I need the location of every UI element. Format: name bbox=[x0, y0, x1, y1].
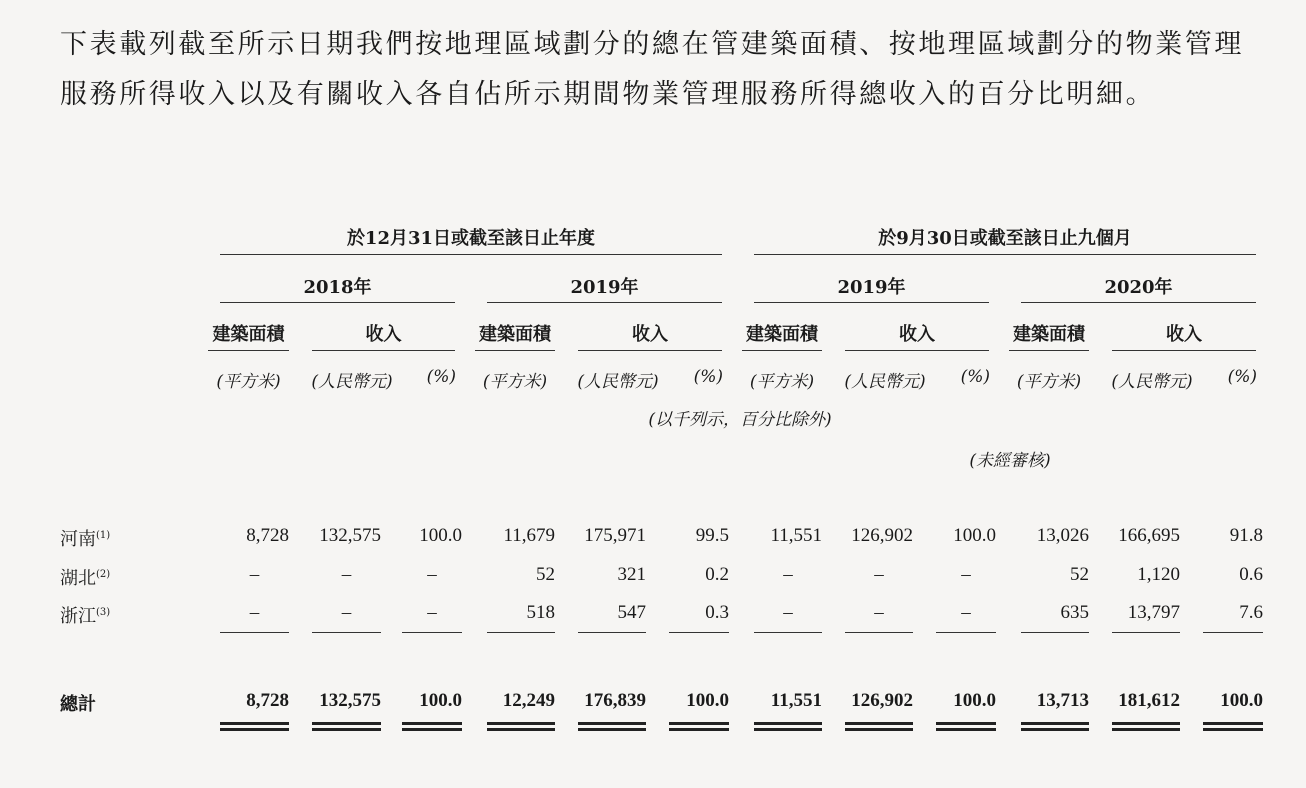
unit-sqm: (平方米) bbox=[482, 372, 548, 392]
cell-value: – bbox=[249, 564, 260, 585]
unit-sqm: (平方米) bbox=[216, 372, 281, 392]
year-header: 2020年 bbox=[1104, 277, 1173, 298]
revenue-header-rule bbox=[1112, 350, 1256, 351]
cell-value: 175,971 bbox=[584, 525, 646, 546]
subtotal-rule bbox=[1203, 632, 1263, 633]
row-label bbox=[60, 525, 110, 551]
year-header-rule bbox=[754, 302, 989, 303]
gfa-header-rule bbox=[208, 350, 289, 351]
total-double-rule bbox=[312, 722, 381, 731]
cell-value: 91.8 bbox=[1229, 525, 1263, 546]
group-header-calendar-year: 於12月31日或截至該日止年度 bbox=[346, 228, 596, 249]
cell-value: 0.2 bbox=[705, 564, 729, 585]
cell-value: – bbox=[341, 602, 352, 623]
row-label-text: 浙江 bbox=[60, 606, 96, 627]
cell-value: 11,679 bbox=[503, 525, 555, 546]
cell-value: 518 bbox=[526, 602, 555, 623]
cell-value: 126,902 bbox=[851, 525, 913, 546]
revenue-header-rule bbox=[312, 350, 455, 351]
cell-value: 166,695 bbox=[1118, 525, 1180, 546]
total-double-rule bbox=[487, 722, 555, 731]
total-value: 8,728 bbox=[246, 690, 289, 711]
subtotal-rule bbox=[578, 632, 646, 633]
cell-value: 635 bbox=[1060, 602, 1089, 623]
cell-value: 0.6 bbox=[1239, 564, 1263, 585]
group-header-rule bbox=[754, 254, 1256, 255]
total-double-rule bbox=[1112, 722, 1180, 731]
subtotal-rule bbox=[220, 632, 289, 633]
total-double-rule bbox=[402, 722, 462, 731]
row-label-text: 湖北 bbox=[60, 568, 96, 589]
year-header-rule bbox=[1021, 302, 1256, 303]
year-header: 2019年 bbox=[837, 277, 906, 298]
total-value: 176,839 bbox=[584, 690, 646, 711]
total-value: 100.0 bbox=[1220, 690, 1263, 711]
footnote-marker: (3) bbox=[96, 607, 111, 618]
cell-value: – bbox=[783, 564, 793, 585]
cell-value: 99.5 bbox=[695, 525, 729, 546]
cell-value: 547 bbox=[617, 602, 646, 623]
cell-value: 13,797 bbox=[1127, 602, 1180, 623]
total-value: 12,249 bbox=[502, 690, 555, 711]
unit-rmb: (人民幣元) bbox=[844, 372, 926, 392]
total-double-rule bbox=[936, 722, 996, 731]
gfa-header-rule bbox=[742, 350, 822, 351]
row-label bbox=[60, 564, 110, 590]
subtotal-rule bbox=[487, 632, 555, 633]
unit-rmb: (人民幣元) bbox=[1111, 372, 1193, 392]
cell-value: – bbox=[249, 602, 260, 623]
year-header: 2018年 bbox=[303, 277, 372, 298]
revenue-header: 收入 bbox=[632, 324, 668, 345]
cell-value: – bbox=[783, 602, 793, 623]
unit-sqm: (平方米) bbox=[1016, 372, 1082, 392]
unit-note: (以千列示，百分比除外) bbox=[648, 410, 832, 430]
cell-value: 100.0 bbox=[419, 525, 462, 546]
cell-value: – bbox=[427, 602, 437, 623]
cell-value: – bbox=[961, 602, 971, 623]
revenue-header: 收入 bbox=[899, 324, 935, 345]
gfa-header: 建築面積 bbox=[479, 324, 551, 345]
total-value: 100.0 bbox=[953, 690, 996, 711]
unit-percent: (%) bbox=[693, 367, 723, 387]
gfa-header-rule bbox=[475, 350, 555, 351]
gfa-header: 建築面積 bbox=[212, 324, 285, 345]
cell-value: 52 bbox=[1070, 564, 1089, 585]
gfa-header: 建築面積 bbox=[1013, 324, 1085, 345]
cell-value: 132,575 bbox=[319, 525, 381, 546]
year-header-rule bbox=[487, 302, 722, 303]
cell-value: 13,026 bbox=[1036, 525, 1089, 546]
unit-percent: (%) bbox=[1227, 367, 1257, 387]
gfa-header-rule bbox=[1009, 350, 1089, 351]
total-value: 11,551 bbox=[770, 690, 822, 711]
total-value: 100.0 bbox=[419, 690, 462, 711]
cell-value: 1,120 bbox=[1137, 564, 1180, 585]
subtotal-rule bbox=[669, 632, 729, 633]
total-double-rule bbox=[1021, 722, 1089, 731]
subtotal-rule bbox=[936, 632, 996, 633]
unit-rmb: (人民幣元) bbox=[311, 372, 393, 392]
audit-note: (未經審核) bbox=[969, 451, 1051, 471]
total-double-rule bbox=[845, 722, 913, 731]
cell-value: – bbox=[341, 564, 352, 585]
cell-value: – bbox=[961, 564, 971, 585]
subtotal-rule bbox=[1112, 632, 1180, 633]
cell-value: 7.6 bbox=[1239, 602, 1263, 623]
cell-value: – bbox=[874, 564, 884, 585]
total-value: 100.0 bbox=[686, 690, 729, 711]
cell-value: 0.3 bbox=[705, 602, 729, 623]
subtotal-rule bbox=[312, 632, 381, 633]
group-header-nine-months: 於9月30日或截至該日止九個月 bbox=[878, 228, 1132, 249]
revenue-header: 收入 bbox=[365, 324, 402, 345]
cell-value: 100.0 bbox=[953, 525, 996, 546]
cell-value: – bbox=[427, 564, 437, 585]
subtotal-rule bbox=[754, 632, 822, 633]
group-header-rule bbox=[220, 254, 722, 255]
total-value: 126,902 bbox=[851, 690, 913, 711]
row-label-text: 河南 bbox=[60, 529, 96, 550]
total-double-rule bbox=[220, 722, 289, 731]
cell-value: 52 bbox=[536, 564, 555, 585]
total-double-rule bbox=[669, 722, 729, 731]
total-label: 總計 bbox=[60, 694, 96, 715]
year-header-rule bbox=[220, 302, 455, 303]
total-value: 181,612 bbox=[1118, 690, 1180, 711]
unit-rmb: (人民幣元) bbox=[577, 372, 659, 392]
subtotal-rule bbox=[845, 632, 913, 633]
total-double-rule bbox=[1203, 722, 1263, 731]
unit-sqm: (平方米) bbox=[749, 372, 815, 392]
cell-value: 8,728 bbox=[246, 525, 289, 546]
cell-value: 11,551 bbox=[770, 525, 822, 546]
row-label bbox=[60, 602, 110, 628]
total-double-rule bbox=[578, 722, 646, 731]
total-value: 132,575 bbox=[319, 690, 381, 711]
cell-value: 321 bbox=[617, 564, 646, 585]
unit-percent: (%) bbox=[426, 367, 456, 387]
subtotal-rule bbox=[402, 632, 462, 633]
intro-paragraph: 下表載列截至所示日期我們按地理區域劃分的總在管建築面積、按地理區域劃分的物業管理服務所得收入以及有關收入各自佔所示期間物業管理服務所得總收入的百分比明細。 bbox=[60, 29, 1244, 110]
cell-value: – bbox=[874, 602, 884, 623]
subtotal-rule bbox=[1021, 632, 1089, 633]
total-double-rule bbox=[754, 722, 822, 731]
revenue-header-rule bbox=[578, 350, 722, 351]
unit-percent: (%) bbox=[960, 367, 990, 387]
year-header: 2019年 bbox=[570, 277, 639, 298]
footnote-marker: (1) bbox=[96, 530, 111, 541]
footnote-marker: (2) bbox=[96, 569, 111, 580]
revenue-header-rule bbox=[845, 350, 989, 351]
total-value: 13,713 bbox=[1036, 690, 1089, 711]
gfa-header: 建築面積 bbox=[746, 324, 818, 345]
revenue-header: 收入 bbox=[1166, 324, 1202, 345]
